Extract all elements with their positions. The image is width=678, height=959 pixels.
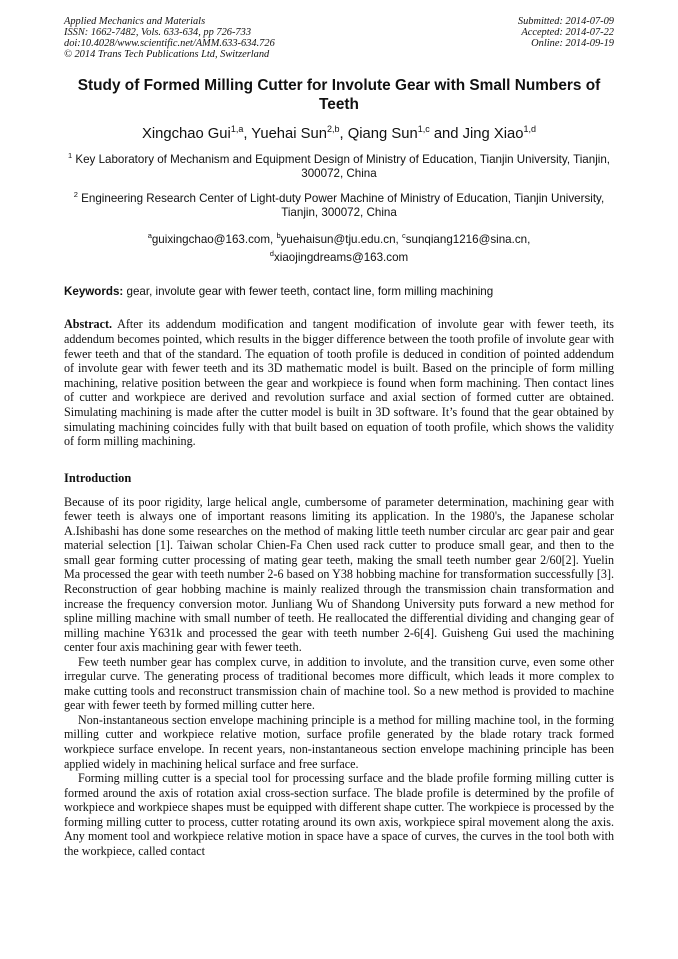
submission-dates [518,16,614,60]
introduction-paragraph-3: Non-instantaneous section envelope machining principle is a method for milling machine tool, in the forming milling cutter and workpiece relative motion, surface profile generated by the blade rotary track formed workpiece surface envelope. In recent years, non-instantaneous section envelope machining principle has been applied widely in machining helical surface and free surface. [64,712,614,771]
journal-name: Applied Mechanics and Materials [64,16,206,27]
copyright-line: © 2014 Trans Tech Publications Ltd, Switzerland [64,49,270,60]
issn-line: ISSN: 1662-7482, Vols. 633-634, pp 726-733 [64,27,252,38]
author: Jing Xiao$^{1,d}$ [462,124,537,142]
abstract-label: Abstract. [64,317,113,332]
author: Yuehai Sun$^{2,b}$, [251,124,348,142]
author-list [64,120,614,143]
keywords [64,285,614,299]
keywords-label: Keywords: [64,285,124,299]
email[interactable]: $^a$guixingchao@163.com, [147,230,277,246]
section-heading-introduction: Introduction [64,470,132,485]
journal-header [64,16,614,60]
affiliation-2: $^2$ Engineering Research Center of Light-duty Power Machine of Ministry of Education, Tianjin University, Tianjin, 300072, China [73,189,605,220]
email[interactable]: $^b$yuehaisun@tju.edu.cn, [276,230,402,246]
affiliation-1: $^1$ Key Laboratory of Mechanism and Equipment Design of Ministry of Education, Tianjin University, Tianjin, 300072, China [67,150,611,181]
publication-info [64,16,275,60]
email-list [64,229,614,266]
email[interactable]: $^d$xiaojingdreams@163.com [269,249,409,264]
submitted-date: Submitted: 2014-07-09 [517,16,614,27]
email[interactable]: $^c$sunqiang1216@sina.cn, [401,230,531,246]
introduction-paragraph-1: Because of its poor rigidity, large helical angle, cumbersome of parameter determination, machining gear with fewer teeth is always one of important reasons limiting its application. In the 1980's, the Japanese scholar A.Ishibashi has done some researches on the method of making little teeth number circular arc gear pair and gear material selection [1]. Taiwan scholar Chien-Fa Chen used rack cutter to produce small gear, and then to the small gear forming cutter processing of mating gear teeth, making the small teeth number gear 2/60[2]. Yuelin Ma processed the gear with teeth number 2-6 based on Y38 hobbing machine for transformation successfully [3]. Reconstruction of gear hobbing machine is mainly realized through the transmission chain transformation and increase the frequency conversion motor. Junliang Wu of Shandong University puts forward a new method for spline milling machine with small number of teeth. He reallocated the differential dividing and changing gear of milling machine Y631k and processed the gear with teeth number 2-6[4]. Guisheng Gui used the machining center four axis machining gear with fewer teeth. [64,494,614,655]
abstract-text: After its addendum modification and tangent modification of involute gear with fewer teeth, its addendum becomes pointed, which results in the bigger difference between the tooth profile of involute gear with fewer teeth and that of the standard. The equation of tooth profile is deduced in condition of pointed addendum of involute gear with fewer teeth and its 3D mathematic model is built. Based on the principle of form milling machining, relative position between the gear and workpiece is found when form machining. Then contact lines of cutter and workpiece are derived and revolution surface and axial section of formed cutter are obtained. Simulating machining is made after the cutter model is built in 3D software. It’s found that the gear obtained by simulating machining coincides fully with that built based on equation of tooth profile, which shows the validity of form milling machining. [64,317,614,449]
introduction-paragraph-4: Forming milling cutter is a special tool for processing surface and the blade profile forming milling cutter is formed around the axis of rotation axial cross-section surface. The blade profile is determined by the profile of workpiece and workpiece shapes must be equipped with different shape cutter. The workpiece is processed by the forming milling cutter to process, cutter rotating around its own axis, workpiece spiral movement along the axis. Any moment tool and workpiece relative motion in space have a space of curves, the curves in the tool both with the workpiece, called contact [64,771,614,858]
online-date: Online: 2014-09-19 [531,38,614,49]
author: Xingchao Gui$^{1,a}$, [141,124,252,142]
accepted-date: Accepted: 2014-07-22 [521,27,614,38]
doi-line: doi:10.4028/www.scientific.net/AMM.633-634.726 [64,38,275,49]
abstract [64,317,614,448]
keywords-text: gear, involute gear with fewer teeth, contact line, form milling machining [123,285,494,299]
introduction-paragraph-2: Few teeth number gear has complex curve, in addition to involute, and the transition curve, even some other irregular curve. The generating process of traditional becomes more difficult, which leads it more complex to make cutting tools and reconstruct transmission chain of machine tool. So a new method is provided to machine gear with fewer teeth by formed milling cutter here. [64,654,614,713]
author: Qiang Sun$^{1,c}$ and [347,124,463,142]
paper-title: Study of Formed Milling Cutter for Involute Gear with Small Numbers of Teeth [77,77,601,113]
